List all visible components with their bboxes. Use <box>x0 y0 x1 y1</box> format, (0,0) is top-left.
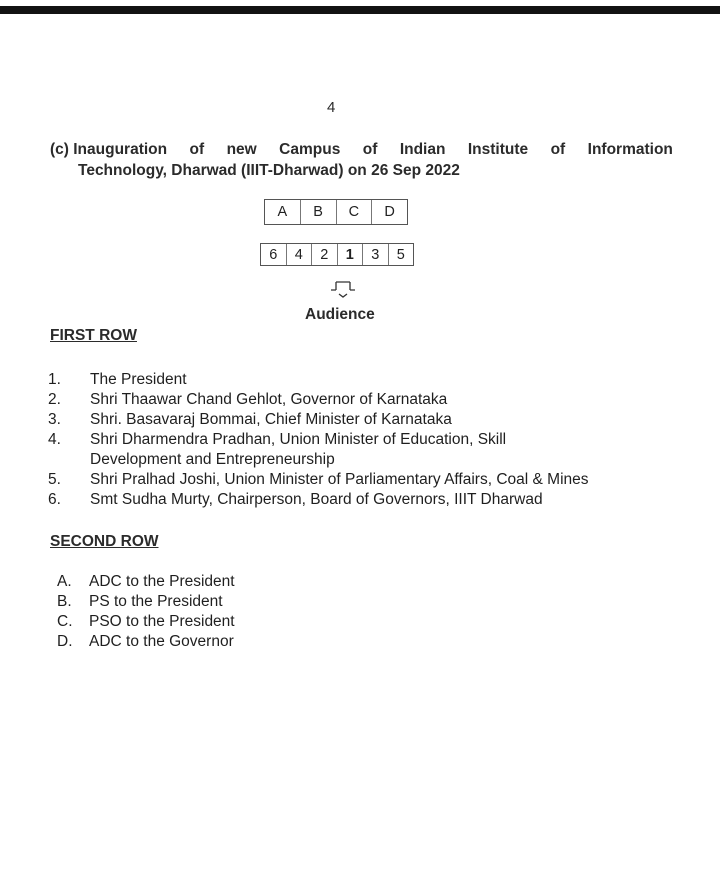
event-heading-line2: Technology, Dharwad (IIIT-Dharwad) on 26 Sep 2022 <box>78 162 460 179</box>
list-item-number: 6. <box>48 491 61 508</box>
second-row-seating-box <box>264 199 408 225</box>
first-row-list <box>48 370 680 510</box>
heading-word: (c) Inauguration <box>50 141 168 158</box>
heading-word: new <box>226 141 257 158</box>
second-row-heading: SECOND ROW <box>50 533 159 550</box>
page-number: 4 <box>327 99 336 116</box>
list-item <box>48 430 680 470</box>
list-item-number: 3. <box>48 411 61 428</box>
list-item <box>57 572 235 592</box>
list-item-text: Shri Thaawar Chand Gehlot, Governor of Karnataka <box>90 391 448 408</box>
list-item-text: Shri Pralhad Joshi, Union Minister of Parliamentary Affairs, Coal & Mines <box>90 471 589 488</box>
list-item-text: Shri Dharmendra Pradhan, Union Minister of Education, Skill Development and Entrepreneurship <box>90 431 507 468</box>
seat-cell: 5 <box>396 246 405 263</box>
heading-word: Campus <box>279 141 341 158</box>
audience-arrow-icon <box>330 278 356 298</box>
list-item-text: The President <box>90 371 187 388</box>
list-item-letter: D. <box>57 633 73 650</box>
list-item <box>48 490 680 510</box>
event-heading <box>50 139 673 181</box>
seat-cell: A <box>265 200 301 224</box>
list-item <box>48 470 680 490</box>
second-row-list <box>57 572 235 652</box>
list-item-letter: C. <box>57 613 73 630</box>
heading-word: Information <box>587 141 673 158</box>
list-item-number: 4. <box>48 431 61 448</box>
list-item <box>48 410 680 430</box>
seat-cell: D <box>384 204 395 220</box>
list-item-number: 2. <box>48 391 61 408</box>
list-item-letter: A. <box>57 573 72 590</box>
first-row-heading: FIRST ROW <box>50 327 137 344</box>
list-item-text: Smt Sudha Murty, Chairperson, Board of Governors, IIIT Dharwad <box>90 491 543 508</box>
seat-cell: 3 <box>363 244 389 265</box>
seat-cell: B <box>301 200 337 224</box>
top-border-bar <box>0 6 720 14</box>
list-item-text: ADC to the President <box>89 573 235 590</box>
first-row-seating-box <box>260 243 414 266</box>
list-item-text: PSO to the President <box>89 613 235 630</box>
audience-label: Audience <box>305 306 375 323</box>
heading-word: of <box>189 141 205 158</box>
list-item-text: ADC to the Governor <box>89 633 234 650</box>
event-heading-line1 <box>50 139 673 160</box>
list-item-number: 5. <box>48 471 61 488</box>
heading-word: of <box>550 141 566 158</box>
list-item <box>57 632 235 652</box>
seat-cell: C <box>337 200 373 224</box>
list-item-text: PS to the President <box>89 593 223 610</box>
list-item-text: Shri. Basavaraj Bommai, Chief Minister of Karnataka <box>90 411 452 428</box>
heading-word: Indian <box>399 141 446 158</box>
seat-cell: 6 <box>261 244 287 265</box>
list-item <box>57 612 235 632</box>
heading-word: of <box>362 141 378 158</box>
list-item <box>48 390 680 410</box>
heading-word: Institute <box>467 141 529 158</box>
list-item-number: 1. <box>48 371 61 388</box>
list-item-letter: B. <box>57 593 72 610</box>
seat-cell: 4 <box>287 244 313 265</box>
list-item <box>48 370 680 390</box>
seat-cell: 2 <box>312 244 338 265</box>
seat-cell-president: 1 <box>338 244 364 265</box>
list-item <box>57 592 235 612</box>
